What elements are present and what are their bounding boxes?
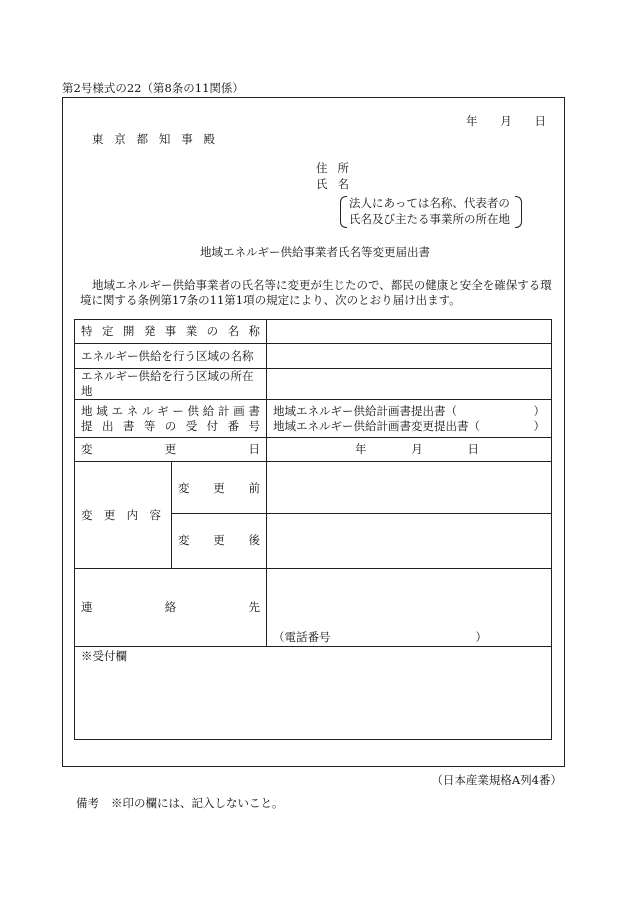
addressee: [92, 131, 215, 147]
change-content-label: 変 更 内 容: [75, 462, 172, 569]
name-label: 氏 名: [316, 177, 349, 191]
change-date-field[interactable]: 年 月 日: [267, 438, 552, 462]
plan-receipt-label: 地 域 エ ネ ル ギ ー 供 給 計 画 書 提 出 書 等 の 受 付 番 号: [75, 400, 267, 438]
remarks-text: ※印の欄には、記入しないこと。: [111, 796, 284, 810]
contact-label: 連 絡 先: [75, 569, 267, 647]
area-name-field[interactable]: [267, 344, 552, 369]
project-name-field[interactable]: [267, 320, 552, 344]
project-name-label: 特 定 開 発 事 業 の 名 称: [75, 320, 267, 344]
remarks: [76, 795, 284, 811]
month-label: 月: [500, 114, 512, 128]
after-change-label: 変 更 後: [172, 514, 267, 569]
area-location-label: エネルギー供給を行う区域の所在地: [75, 369, 267, 400]
form-number: 第2号様式の22（第8条の11関係）: [62, 81, 244, 95]
table-row: [75, 400, 552, 438]
plan-change-line: 地域エネルギー供給計画書変更提出書（ ）: [273, 418, 545, 433]
addressee-char: 東: [92, 132, 104, 146]
corporation-note: [340, 194, 522, 228]
addressee-char: 京: [114, 132, 126, 146]
body-text-line: 境に関する条例第17条の11第1項の規定により、次のとおり届け出ます。: [80, 293, 461, 307]
table-row: [75, 647, 552, 740]
table-row: [75, 369, 552, 400]
paper-size-note: （日本産業規格A列4番）: [431, 773, 562, 787]
phone-line: （電話番号 ）: [273, 630, 487, 644]
addressee-char: 殿: [203, 132, 215, 146]
corp-note-line: 氏名及び主たる事業所の所在地: [349, 212, 510, 226]
after-change-field[interactable]: [267, 514, 552, 569]
addressee-char: 都: [136, 132, 149, 146]
form-title: 地域エネルギー供給事業者氏名等変更届出書: [200, 245, 430, 259]
change-date-label: 変 更 日: [75, 438, 267, 462]
address-label: 住 所: [316, 161, 349, 175]
left-bracket: [340, 196, 347, 228]
addressee-char: 知: [158, 132, 171, 146]
plan-submission-line: 地域エネルギー供給計画書提出書（ ）: [273, 403, 545, 418]
table-row: [75, 320, 552, 344]
submission-date: [466, 113, 546, 129]
table-row: [75, 344, 552, 369]
before-change-label: 変 更 前: [172, 462, 267, 514]
body-text-line: 地域エネルギー供給事業者の氏名等に変更が生じたので、都民の健康と安全を確保する環: [92, 278, 552, 292]
contact-field[interactable]: [267, 569, 552, 647]
table-row: [75, 438, 552, 462]
area-name-label: エネルギー供給を行う区域の名称: [75, 344, 267, 369]
day-label: 日: [534, 114, 546, 128]
area-location-field[interactable]: [267, 369, 552, 400]
table-row: [75, 462, 552, 514]
reception-field[interactable]: [75, 647, 552, 740]
table-row: [75, 569, 552, 647]
right-bracket: [515, 196, 522, 228]
before-change-field[interactable]: [267, 462, 552, 514]
form-table: [74, 319, 552, 740]
reception-label: ※受付欄: [81, 649, 127, 663]
addressee-char: 事: [181, 132, 193, 146]
remarks-label: 備考: [76, 796, 99, 810]
corp-note-line: 法人にあっては名称、代表者の: [349, 196, 510, 210]
year-label: 年: [466, 114, 478, 128]
plan-receipt-field[interactable]: [267, 400, 552, 438]
